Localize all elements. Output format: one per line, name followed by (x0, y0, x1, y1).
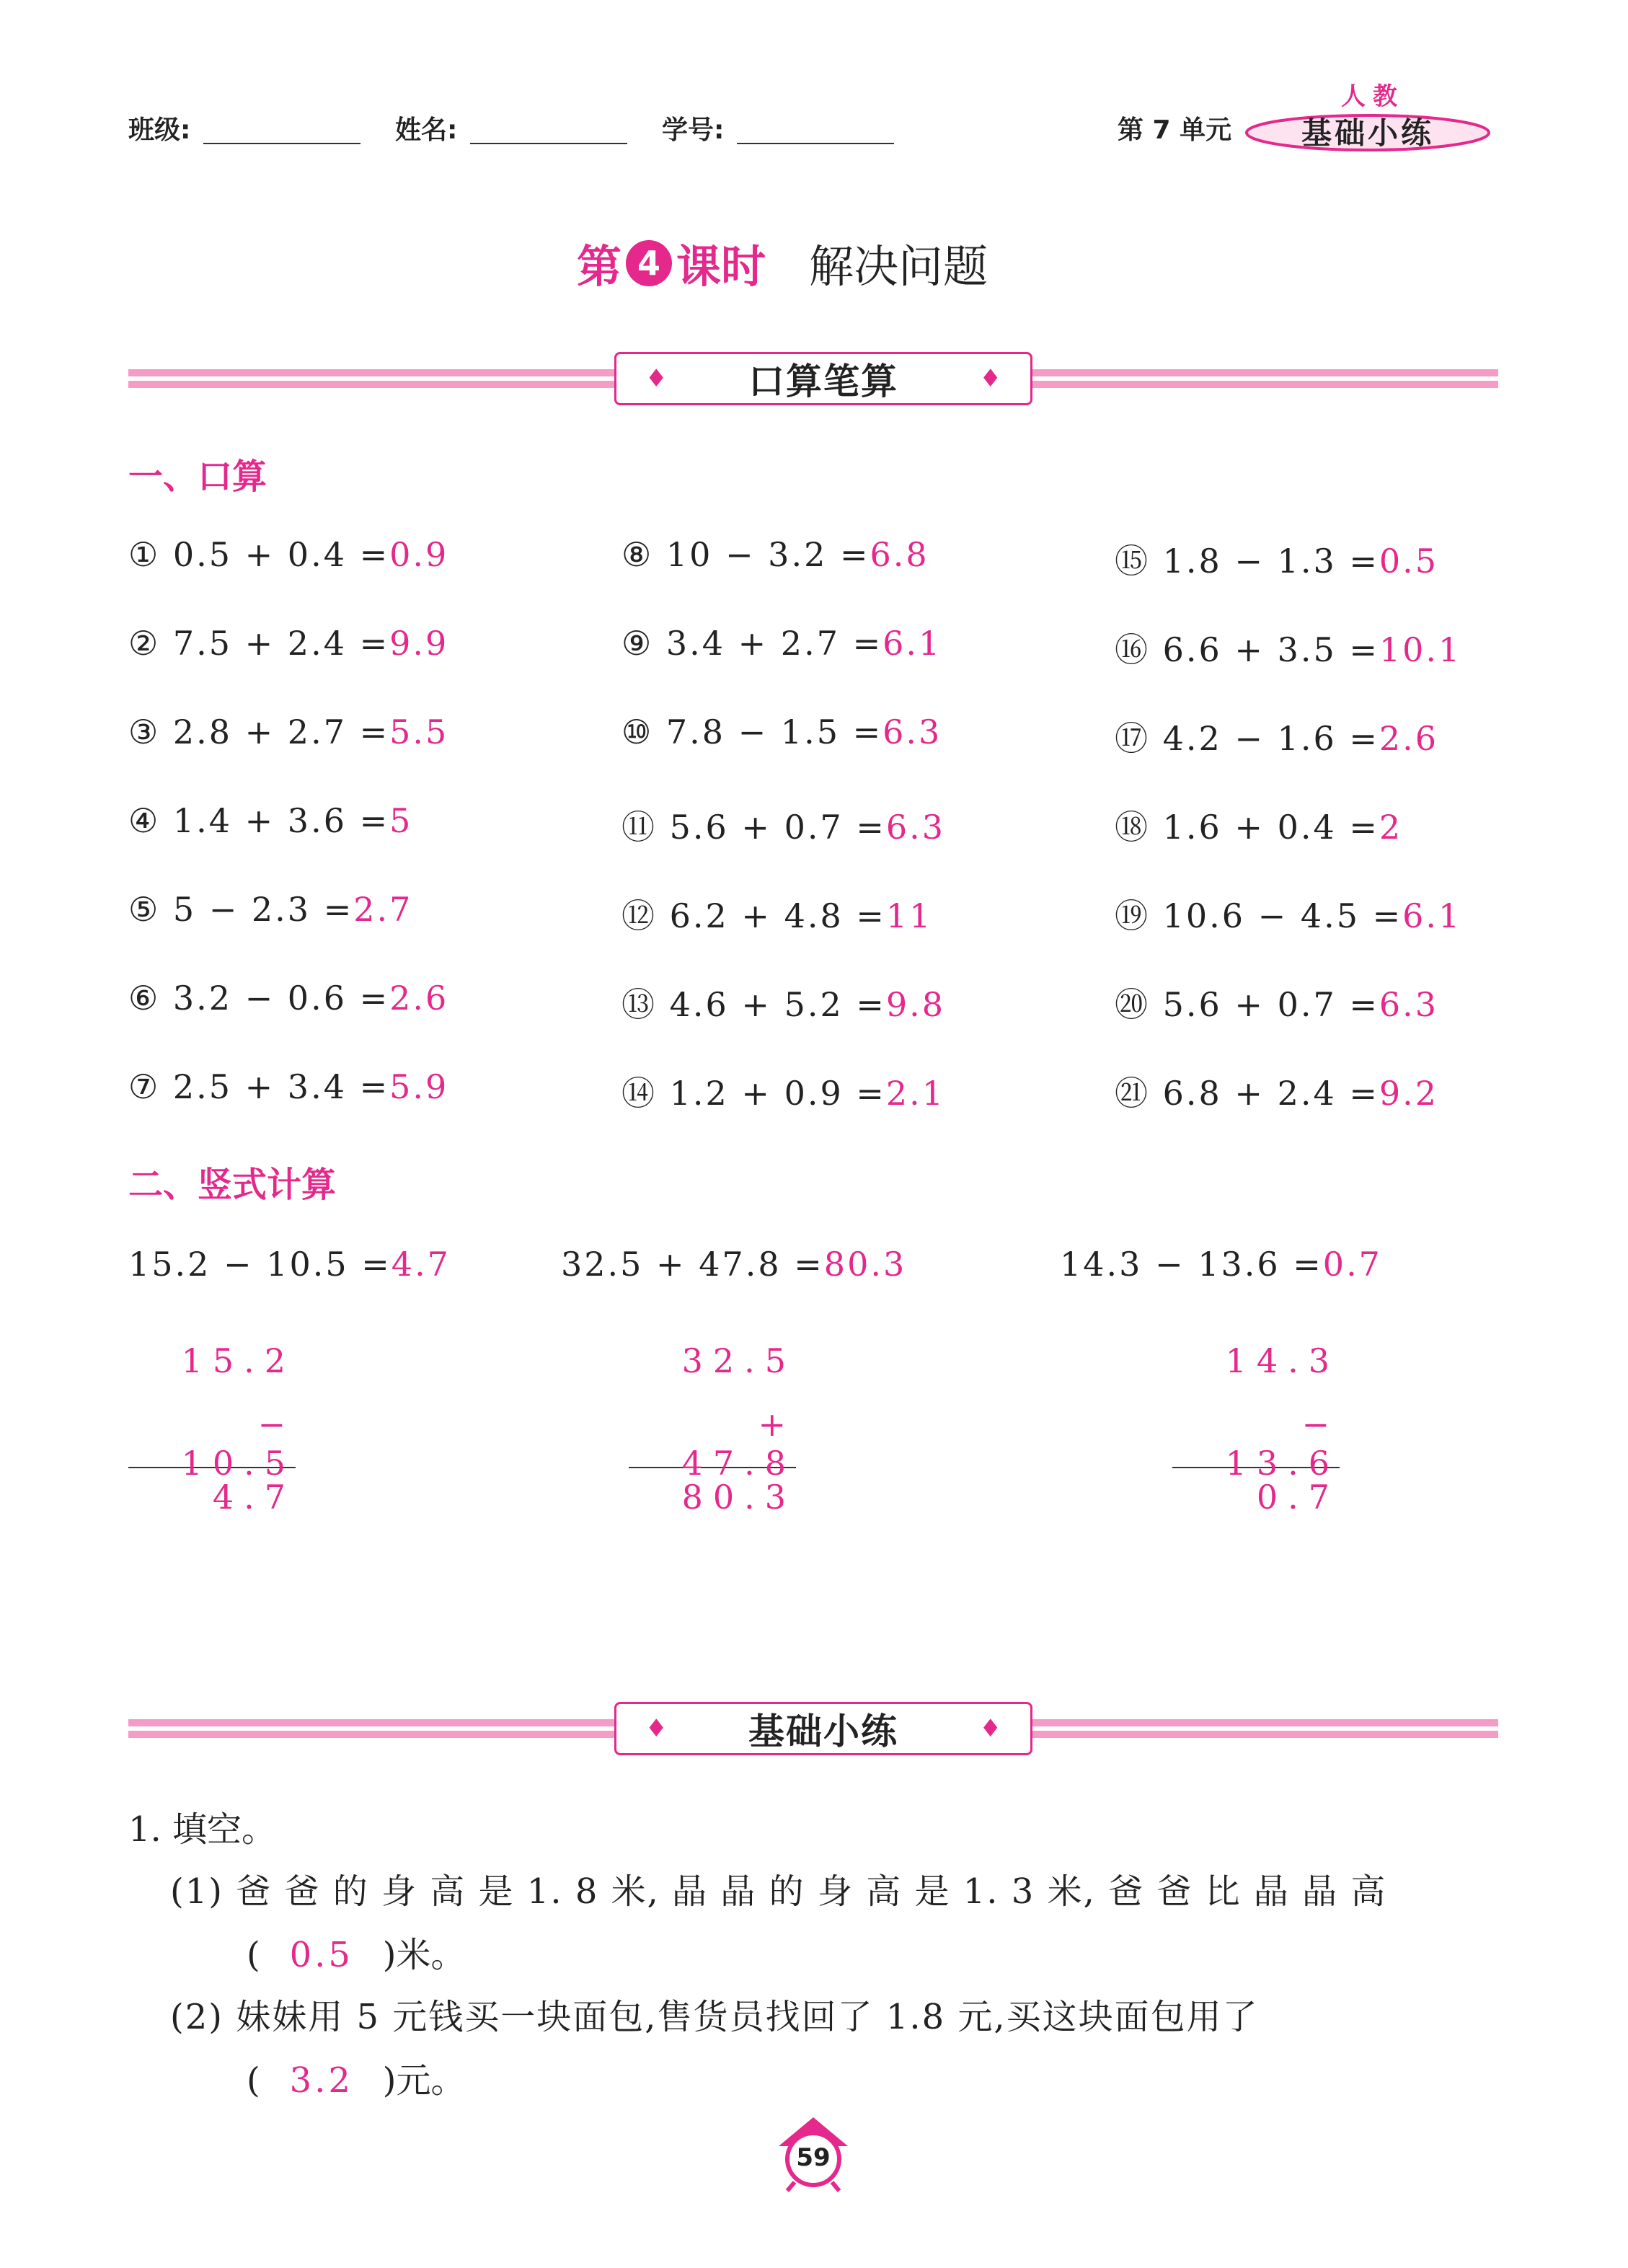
oral-item: ⑨ 3.4 + 2.7 =6.1 (621, 624, 942, 663)
vertical-work-2 (629, 1341, 796, 1526)
banner-2 (614, 1702, 1032, 1755)
oral-item: ⑩ 7.8 − 1.5 =6.3 (621, 712, 942, 751)
oral-item: ⑫ 6.2 + 4.8 =11 (621, 896, 933, 935)
title-suffix: 课时 (676, 240, 766, 293)
answer-blank-1[interactable]: 0.5 (289, 1935, 353, 1975)
lesson-number-badge: 4 (626, 240, 672, 286)
header-info (128, 110, 190, 146)
oral-item: ① 0.5 + 0.4 =0.9 (128, 535, 449, 574)
oral-item: ⑳ 5.6 + 0.7 =6.3 (1115, 985, 1439, 1024)
brand-badge (1242, 107, 1494, 154)
work-operand: − 10.5 (181, 1405, 296, 1483)
diamond-icon: ♦ (979, 1714, 1001, 1743)
oral-item: ⑪ 5.6 + 0.7 =6.3 (621, 808, 946, 847)
problem-2-answer-line: ( 3.2 )元。 (247, 2060, 466, 2101)
diamond-icon: ♦ (645, 1714, 668, 1743)
oral-item: ⑥ 3.2 − 0.6 =2.6 (128, 979, 449, 1018)
work-top: 14.3 (1225, 1341, 1340, 1380)
brand-text: 基础小练 (1301, 115, 1434, 151)
oral-item: ② 7.5 + 2.4 =9.9 (128, 624, 449, 663)
section-vertical-title: 二、竖式计算 (128, 1165, 337, 1205)
work-operand: + 47.8 (681, 1405, 796, 1483)
problem-2-text: (2) 妹妹用 5 元钱买一块面包,售货员找回了 1.8 元,买这块面包用了 (170, 1997, 1259, 2037)
student-id-label: 学号: (662, 115, 725, 145)
name-label: 姓名: (395, 115, 458, 145)
oral-item: ⑯ 6.6 + 3.5 =10.1 (1115, 630, 1462, 669)
page-title (577, 231, 988, 295)
vertical-question-1: 15.2 − 10.5 =4.7 (128, 1245, 451, 1284)
section-oral-title: 一、口算 (128, 456, 267, 497)
work-top: 32.5 (681, 1341, 796, 1380)
oral-item: ③ 2.8 + 2.7 =5.5 (128, 712, 449, 751)
diamond-icon: ♦ (645, 364, 668, 393)
oral-column-2 (621, 535, 945, 1156)
work-result: 0.7 (1256, 1478, 1340, 1517)
oral-item: ⑤ 5 − 2.3 =2.7 (128, 890, 413, 929)
brand-top: 人教 (1341, 82, 1404, 111)
student-id-blank[interactable] (737, 143, 894, 144)
oral-item: ⑧ 10 − 3.2 =6.8 (621, 535, 929, 574)
title-prefix: 第 (577, 240, 622, 293)
unit-label: 第 7 单元 (1118, 115, 1232, 145)
work-operand: − 13.6 (1225, 1405, 1340, 1483)
problem-1-text: (1) 爸 爸 的 身 高 是 1. 8 米, 晶 晶 的 身 高 是 1. 3 米, 爸 爸 比 晶 晶 高 (170, 1871, 1387, 1912)
oral-item: ⑬ 4.6 + 5.2 =9.8 (621, 985, 946, 1024)
class-label: 班级: (128, 115, 191, 145)
problem-1-answer-line: ( 0.5 )米。 (247, 1935, 466, 1975)
name-blank[interactable] (470, 143, 627, 144)
class-blank[interactable] (203, 143, 360, 144)
vertical-question-2: 32.5 + 47.8 =80.3 (561, 1245, 907, 1284)
page-number-badge (776, 2114, 851, 2194)
oral-item: ⑰ 4.2 − 1.6 =2.6 (1115, 719, 1439, 758)
oral-item: ⑮ 1.8 − 1.3 =0.5 (1115, 542, 1439, 581)
oral-item: ⑭ 1.2 + 0.9 =2.1 (621, 1074, 946, 1113)
vertical-question-3: 14.3 − 13.6 =0.7 (1060, 1245, 1382, 1284)
answer-blank-2[interactable]: 3.2 (289, 2060, 353, 2101)
vertical-work-1 (128, 1341, 296, 1526)
vertical-work-3 (1172, 1341, 1340, 1526)
oral-column-3 (1115, 535, 1461, 1156)
title-topic: 解决问题 (809, 240, 988, 293)
work-result: 80.3 (681, 1478, 796, 1517)
work-result: 4.7 (212, 1478, 296, 1517)
page-number: 59 (796, 2143, 831, 2172)
question-1-title: 1. 填空。 (128, 1809, 277, 1850)
oral-column-1 (128, 535, 448, 1156)
oral-item: ④ 1.4 + 3.6 =5 (128, 801, 413, 840)
oral-item: ⑲ 10.6 − 4.5 =6.1 (1115, 896, 1462, 935)
oral-item: ⑦ 2.5 + 3.4 =5.9 (128, 1067, 449, 1106)
banner-2-text: 基础小练 (748, 1711, 898, 1752)
work-top: 15.2 (181, 1341, 296, 1380)
oral-item: ㉑ 6.8 + 2.4 =9.2 (1115, 1074, 1439, 1113)
oral-item: ⑱ 1.6 + 0.4 =2 (1115, 808, 1403, 847)
banner-1 (614, 352, 1032, 405)
diamond-icon: ♦ (979, 364, 1001, 393)
banner-1-text: 口算笔算 (748, 361, 898, 402)
